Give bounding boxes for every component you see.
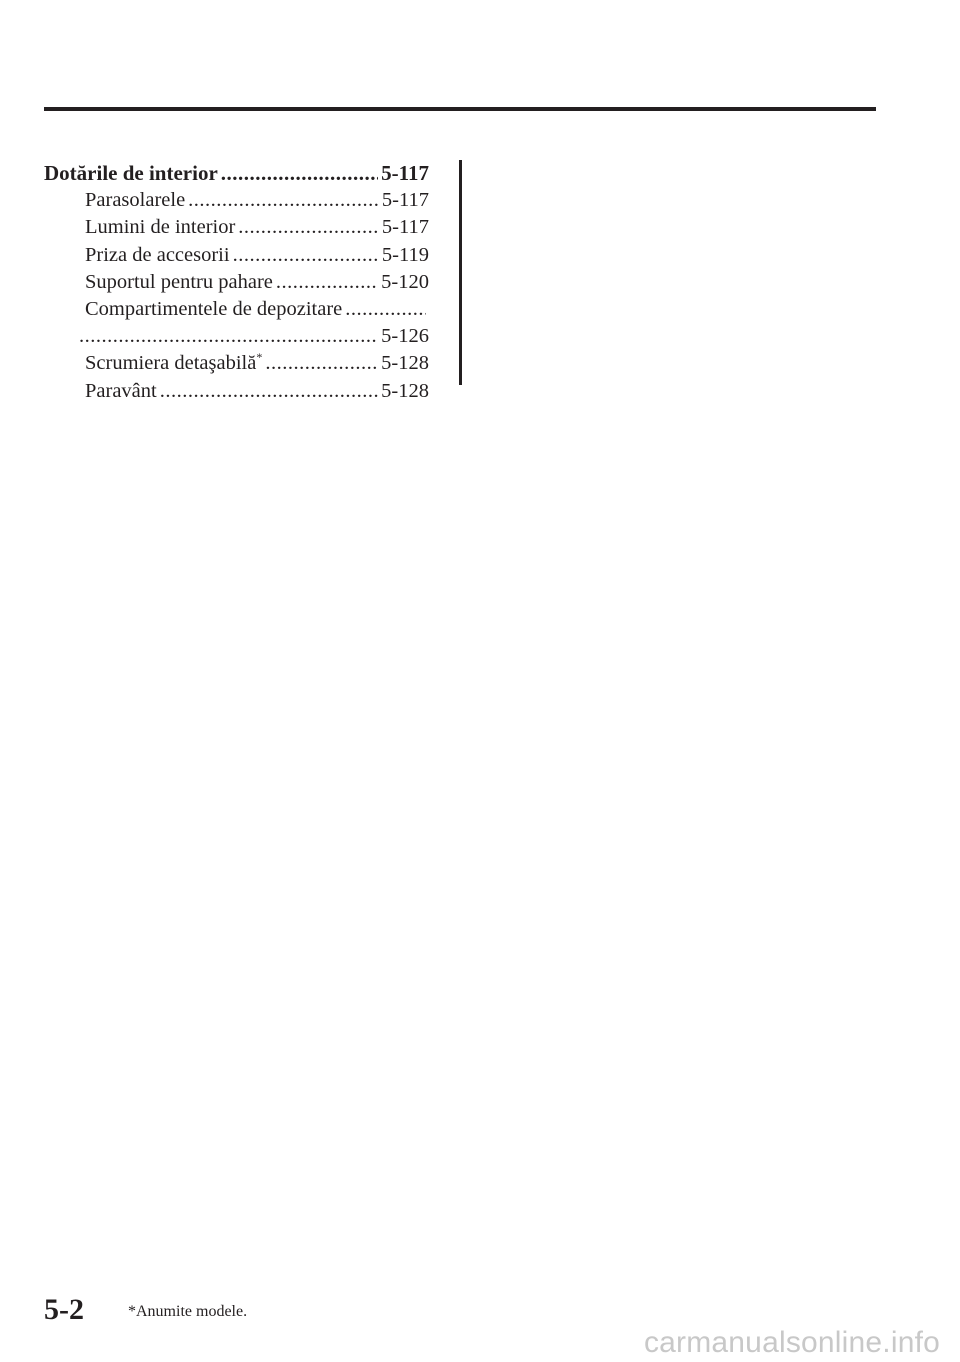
table-of-contents [44, 160, 429, 405]
toc-entry-compartimentele-continuation[interactable] [44, 323, 429, 350]
dot-leader [188, 187, 379, 214]
toc-entry-label: Paravânt [85, 379, 157, 402]
toc-entry-page: 5-120 [381, 270, 429, 293]
toc-entry-parasolarele[interactable] [44, 187, 429, 214]
toc-entry-label: Lumini de interior [85, 216, 236, 239]
dot-leader [345, 296, 426, 323]
footnote-marker: * [256, 350, 263, 365]
dot-leader [238, 214, 379, 241]
toc-entry-lumini-de-interior[interactable] [44, 214, 429, 241]
dot-leader [265, 350, 378, 377]
toc-entry-label: Scrumiera detaşabilă [85, 352, 257, 375]
toc-entry-label: Priza de accesorii [85, 243, 230, 266]
toc-heading-label: Dotările de interior [44, 161, 218, 185]
toc-entry-suportul-pentru-pahare[interactable] [44, 269, 429, 296]
dot-leader [221, 160, 378, 187]
toc-entry-label: Suportul pentru pahare [85, 270, 273, 293]
dot-leader [160, 378, 378, 405]
toc-entry-paravant[interactable] [44, 378, 429, 405]
footnote: *Anumite modele. [128, 1303, 248, 1320]
toc-entry-page: 5-128 [381, 352, 429, 375]
toc-entry-page: 5-126 [381, 325, 429, 348]
dot-leader [276, 269, 378, 296]
toc-heading-page: 5-117 [381, 161, 429, 185]
toc-entry-label: Parasolarele [85, 189, 186, 212]
toc-entry-priza-de-accesorii[interactable] [44, 242, 429, 269]
toc-entry-page: 5-128 [381, 379, 429, 402]
toc-heading[interactable] [44, 160, 429, 187]
toc-entry-compartimentele-de-depozitare[interactable] [44, 296, 429, 323]
toc-entry-label-wrap [85, 350, 262, 377]
toc-entry-label: Compartimentele de depozitare [85, 297, 343, 320]
page-number: 5-2 [44, 1293, 84, 1326]
watermark: carmanualsonline.info [643, 1326, 940, 1359]
toc-entry-page: 5-117 [381, 216, 429, 239]
toc-entry-page: 5-117 [381, 189, 429, 212]
toc-entry-page: 5-119 [381, 243, 429, 266]
dot-leader [233, 242, 379, 269]
column-divider [459, 160, 462, 385]
dot-leader [79, 323, 378, 350]
toc-entry-scrumiera-detasabila[interactable] [44, 350, 429, 377]
header-rule [44, 107, 876, 111]
